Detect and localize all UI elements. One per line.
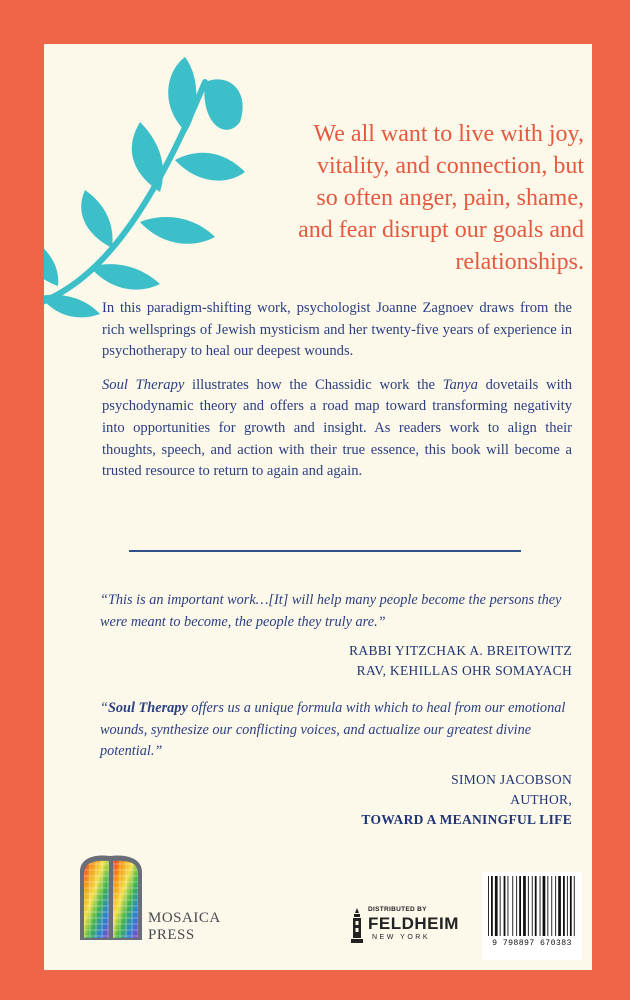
book-title: Soul Therapy (107, 700, 188, 716)
headline-line: vitality, and connection, but (316, 153, 584, 179)
endorsement-quote-1: “This is an important work…[It] will help many people become the persons they were meant to become, the people they truly are.” (100, 592, 562, 630)
distributor-name: FELDHEIM (368, 914, 459, 933)
distributor-logo (350, 906, 460, 946)
publisher-logo-text (148, 910, 221, 944)
endorser-role: RAV, KEHILLAS OHR SOMAYACH (356, 663, 572, 678)
description (102, 298, 572, 495)
endorser-role (361, 790, 572, 830)
barcode-bars (487, 876, 577, 936)
description-paragraph-2 (102, 375, 572, 483)
headline-line: so often anger, pain, shame, (316, 185, 584, 211)
description-text: dovetails with psychodynamic theory and offers a road map toward transforming negativity into opportunities for growth and insight. As readers work to align their thoughts, speech, and action with their true essence, this book will become a trusted resource to return to again and again. (102, 376, 572, 480)
headline-line: relationships. (455, 249, 584, 275)
barcode (482, 872, 582, 960)
headline (164, 118, 584, 278)
endorsement-attribution-2 (361, 770, 572, 830)
description-text: illustrates how the Chassidic work the (184, 376, 443, 393)
quote-text: offers us a unique formula with which to heal from our emotional wounds, synthesize our conflicting voices, and actualize our greatest divine potential.” (100, 700, 566, 760)
endorsement-attribution-1 (349, 641, 572, 681)
endorsement-quote-2 (100, 698, 574, 763)
publisher-line-1: MOSAICA (148, 910, 221, 926)
publisher-line-2: PRESS (148, 927, 195, 943)
tanya-title: Tanya (442, 376, 478, 393)
endorser-name: SIMON JACOBSON (451, 772, 572, 787)
endorser-name: RABBI YITZCHAK A. BREITOWITZ (349, 643, 572, 658)
distributor-city: NEW YORK (372, 934, 430, 941)
role-prefix: AUTHOR, (510, 792, 572, 807)
mosaic-tablets-icon (78, 852, 144, 942)
book-title: Soul Therapy (102, 376, 185, 393)
role-book-title: TOWARD A MEANINGFUL LIFE (361, 812, 572, 827)
back-cover (44, 44, 592, 970)
quote-mark: “ (100, 700, 108, 716)
feldheim-tower-icon (350, 908, 364, 944)
distributor-label: DISTRIBUTED BY (368, 906, 427, 913)
isbn-number: 9 798897 670383 (492, 939, 572, 948)
headline-line: and fear disrupt our goals and (298, 217, 584, 243)
headline-line: We all want to live with joy, (313, 121, 584, 147)
divider (129, 550, 521, 552)
description-paragraph-1: In this paradigm-shifting work, psychologist Joanne Zagnoev draws from the rich wellsprings of Jewish mysticism and her twenty-five years of experience in psychotherapy to heal our deepest wounds. (102, 300, 572, 360)
